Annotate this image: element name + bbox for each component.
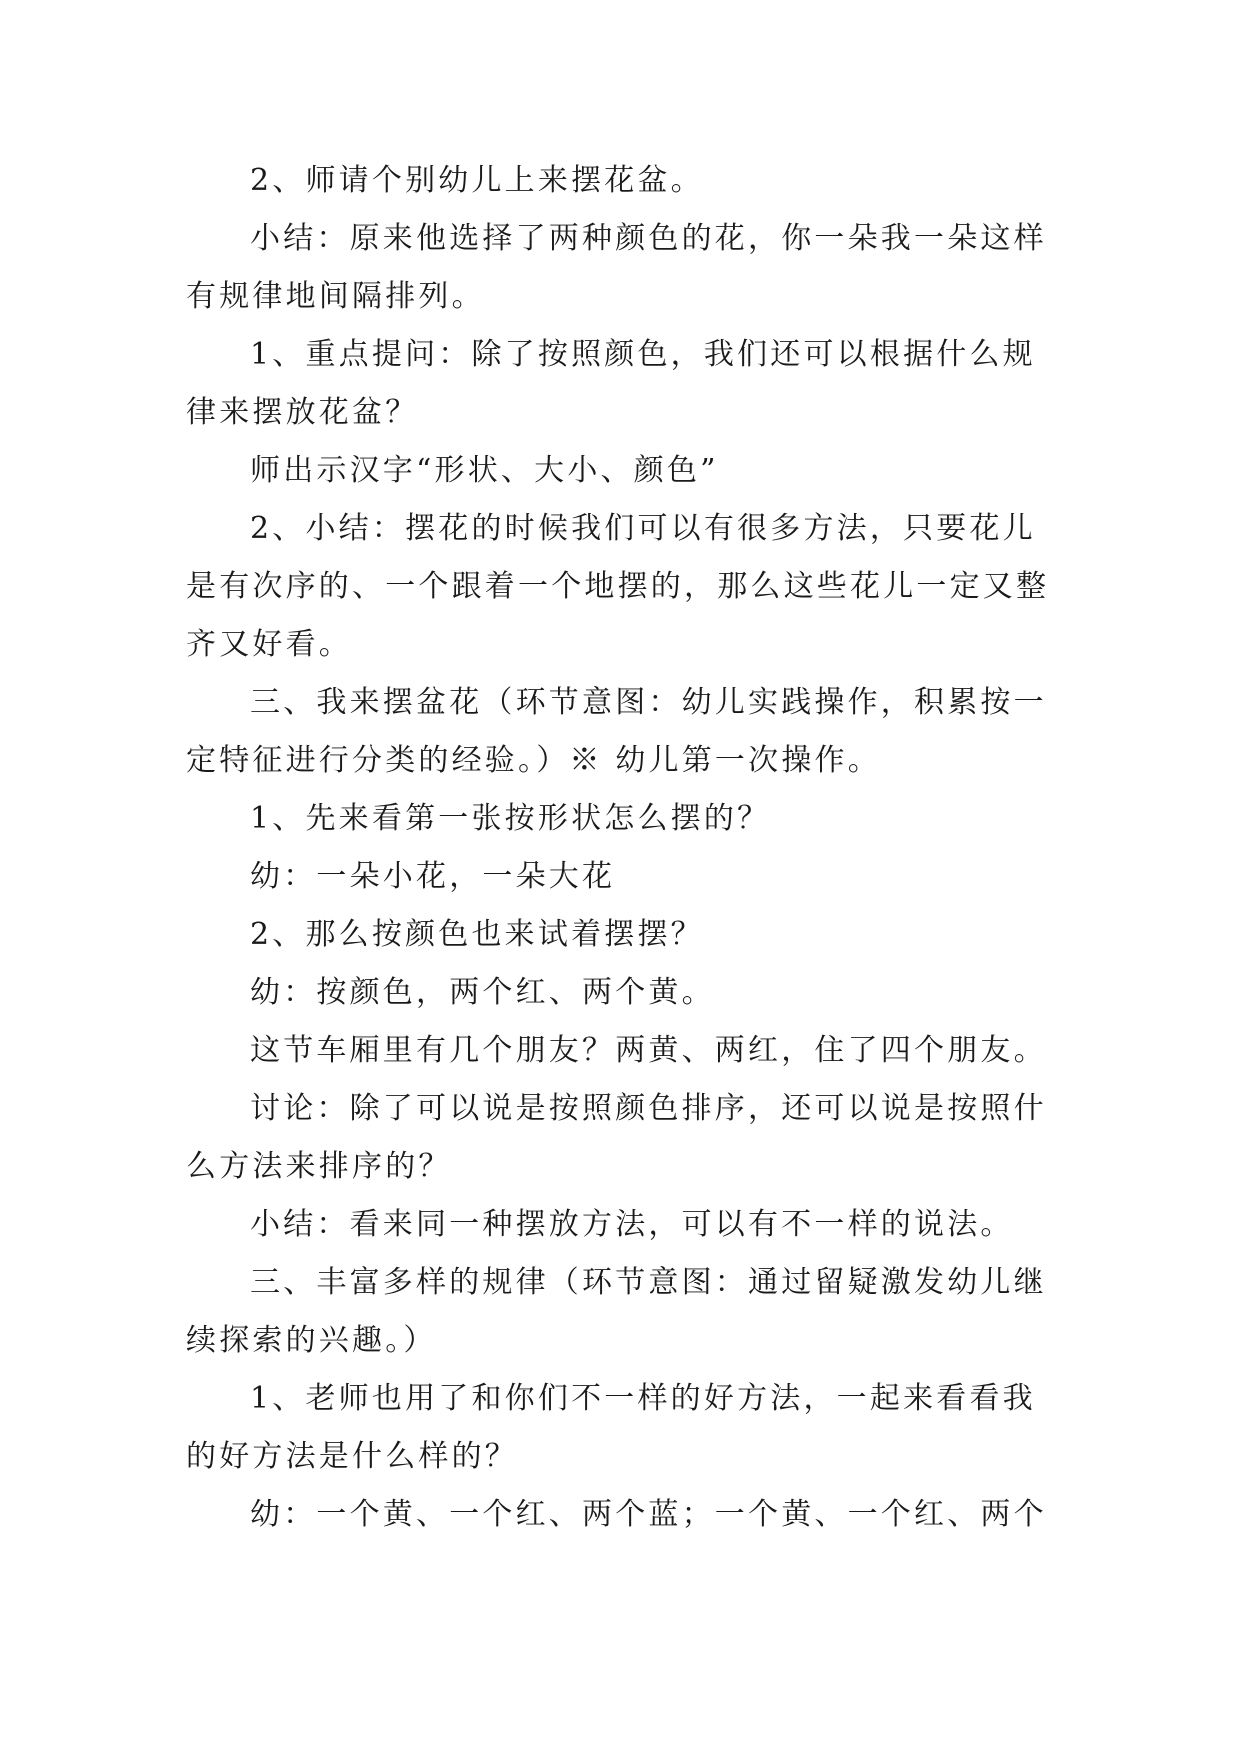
paragraph: 小结：原来他选择了两种颜色的花，你一朵我一朵这样有规律地间隔排列。: [186, 221, 1047, 314]
paragraph: 2、那么按颜色也来试着摆摆？: [250, 917, 704, 952]
paragraph: 三、我来摆盆花（环节意图：幼儿实践操作，积累按一定特征进行分类的经验。）※ 幼儿第一次操作。: [186, 685, 1047, 778]
paragraph: 2、师请个别幼儿上来摆花盆。: [250, 163, 704, 198]
paragraph: 幼：一朵小花，一朵大花: [250, 859, 616, 894]
document-body: [186, 152, 1056, 1544]
paragraph: 三、丰富多样的规律（环节意图：通过留疑激发幼儿继续探索的兴趣。）: [186, 1265, 1047, 1358]
paragraph: 幼：一个黄、一个红、两个蓝；一个黄、一个红、两个: [250, 1497, 1047, 1532]
paragraph: 这节车厢里有几个朋友？两黄、两红，住了四个朋友。: [250, 1033, 1047, 1068]
paragraph: 1、先来看第一张按形状怎么摆的？: [250, 801, 771, 836]
paragraph: 1、老师也用了和你们不一样的好方法，一起来看看我的好方法是什么样的？: [186, 1381, 1036, 1474]
paragraph: 2、小结：摆花的时候我们可以有很多方法，只要花儿是有次序的、一个跟着一个地摆的，那么这些花儿一定又整齐又好看。: [186, 511, 1050, 662]
paragraph: 小结：看来同一种摆放方法，可以有不一样的说法。: [250, 1207, 1014, 1242]
paragraph: 1、重点提问：除了按照颜色，我们还可以根据什么规律来摆放花盆？: [186, 337, 1036, 430]
paragraph: 师出示汉字“形状、大小、颜色”: [250, 453, 719, 488]
paragraph: 讨论：除了可以说是按照颜色排序，还可以说是按照什么方法来排序的？: [186, 1091, 1047, 1184]
paragraph: 幼：按颜色，两个红、两个黄。: [250, 975, 715, 1010]
